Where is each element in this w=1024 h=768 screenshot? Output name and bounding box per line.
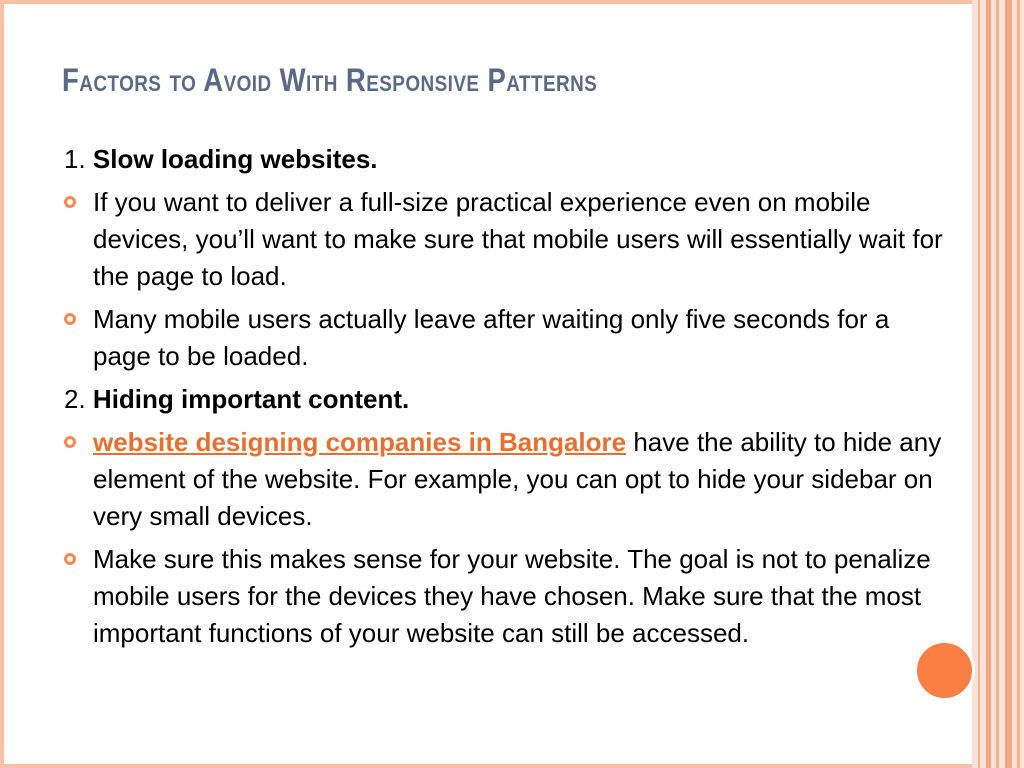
bullet-text: have the ability to hide any element of the website. For example, you can opt to hide your sidebar on very small devices. [93, 427, 942, 531]
section-heading-2 [64, 381, 944, 418]
bullet-ring-icon [64, 553, 76, 565]
slide-content [64, 141, 944, 658]
bullet-item [64, 184, 944, 295]
bullet-text: If you want to deliver a full-size practical experience even on mobile devices, you’ll want to make sure that mobile users will essentially wait for the page to load. [93, 187, 943, 291]
frame-top-border [0, 0, 1024, 4]
slide-title: Factors to Avoid With Responsive Patterns [62, 62, 598, 98]
bullet-ring-icon [64, 436, 76, 448]
right-stripe [978, 0, 980, 768]
right-stripe [1005, 0, 1012, 768]
frame-bottom-border [0, 764, 1024, 768]
orange-circle-decoration [914, 640, 975, 701]
bullet-item [64, 424, 944, 535]
bullet-text: Make sure this makes sense for your website. The goal is not to penalize mobile users for the devices they have chosen. Make sure that the most important functions of your website can still be accessed. [93, 544, 931, 648]
bullet-ring-icon [64, 196, 76, 208]
bullet-item [64, 301, 944, 375]
right-stripe [986, 0, 991, 768]
section-heading-text: Slow loading websites. [92, 144, 378, 174]
frame-left-border [0, 0, 4, 768]
section-number: 1. [64, 144, 86, 174]
section-number: 2. [64, 384, 86, 414]
right-stripe [1017, 0, 1020, 768]
bullet-item [64, 541, 944, 652]
bullet-text: Many mobile users actually leave after waiting only five seconds for a page to be loaded. [93, 304, 890, 371]
website-designing-link[interactable]: website designing companies in Bangalore [93, 427, 627, 457]
right-stripe [996, 0, 999, 768]
section-heading-1 [64, 141, 944, 178]
bullet-ring-icon [64, 313, 76, 325]
section-heading-text: Hiding important content. [92, 384, 410, 414]
